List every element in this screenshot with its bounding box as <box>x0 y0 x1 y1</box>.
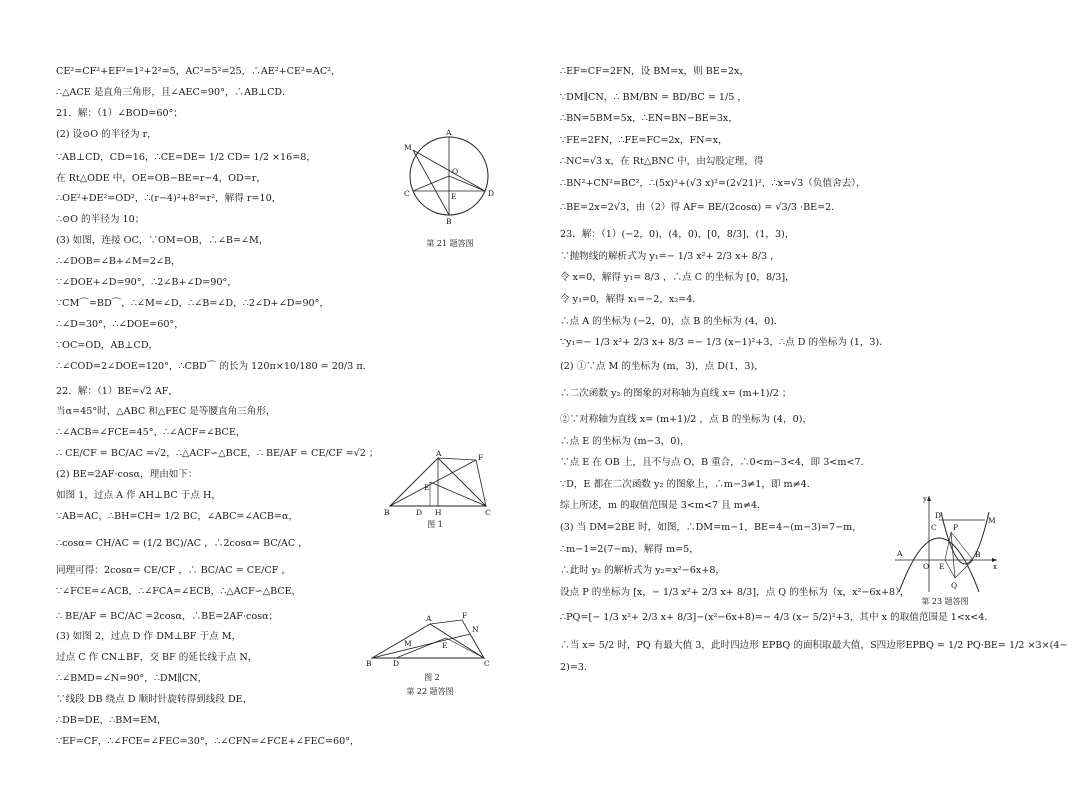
text-line: 在 Rt△ODE 中，OE=OB−BE=r−4，OD=r， <box>56 172 266 184</box>
text-line: (2) ①∵点 M 的坐标为 (m，3)，点 D(1，3)， <box>560 360 764 372</box>
fig23-label-y: y <box>923 495 927 503</box>
fig22-1-label-f: F <box>478 453 484 462</box>
text-line: 综上所述，m 的取值范围是 3<m<7 且 m≠4． <box>560 500 767 512</box>
text-line: CE²=CF²+EF²=1²+2²=5，AC²=5²=25，∴AE²+CE²=AC²， <box>56 66 341 77</box>
text-line: 同理可得：2cosα= CE/CF ，∴ BC/AC = CE/CF ， <box>56 564 291 576</box>
figure-21-circle-diagram <box>400 128 510 238</box>
text-line: 过点 C 作 CN⊥BF，交 BF 的延长线于点 N， <box>56 652 258 664</box>
fig22-2-label-a: A <box>426 614 432 623</box>
text-line: ∴DB=DE，∴BM=EM， <box>56 715 167 726</box>
fig22-1-label-d: D <box>416 508 423 517</box>
text-line: (3) 如图 2，过点 D 作 DM⊥BF 于点 M， <box>56 631 242 643</box>
text-line: ∴△ACE 是直角三角形，且∠AEC=90°，∴AB⊥CD． <box>56 86 292 98</box>
figure-23-caption: 第 23 题答图 <box>921 597 969 606</box>
text-line: 设点 P 的坐标为 [x，− 1/3 x²+ 2/3 x+ 8/3]，点 Q 的坐标为（x，x²−6x+8）， <box>560 586 910 598</box>
text-line: 令 x=0，解得 y₁= 8/3 ，∴点 C 的坐标为 [0，8/3]， <box>560 272 795 284</box>
fig22-1-label-b: B <box>384 508 390 517</box>
text-line: ∵∠FCE=∠ACB，∴∠FCA=∠ECB，∴△ACF∽△BCE， <box>56 585 302 597</box>
text-line: ∵AB=AC，∴BH=CH= 1/2 BC，∠ABC=∠ACB=α， <box>56 510 299 522</box>
text-line: ∴∠DOB=∠B+∠M=2∠B， <box>56 256 181 268</box>
text-line: 22．解：（1）BE=√2 AF， <box>56 385 179 397</box>
fig22-1-label-e: E <box>424 483 430 492</box>
fig21-label-o: O <box>452 167 459 176</box>
fig23-label-a: A <box>897 549 903 558</box>
text-line: ∴当 x= 5/2 时，PQ 有最大值 3，此时四边形 EPBQ 的面积取最大值，S四边形EPBQ = 1/2 PQ·BE= 1/2 ×3×(4− <box>560 640 1068 651</box>
fig21-label-e: E <box>451 192 457 201</box>
text-line: ∵EF=CF，∴∠FCE=∠FEC=30°，∴∠CFN=∠FCE+∠FEC=60°， <box>56 735 360 747</box>
text-line: ∵AB⊥CD，CD=16，∴CE=DE= 1/2 CD= 1/2 ×16=8， <box>56 151 316 163</box>
text-line: 当α=45°时，△ABC 和△FEC 是等腰直角三角形， <box>56 406 276 418</box>
text-line: ∴ BE/AF = BC/AC =2cosα，∴BE=2AF·cosα； <box>56 610 279 622</box>
text-line: (3) 如图，连接 OC，∵OM=OB，∴∠B=∠M， <box>56 235 269 247</box>
fig23-label-b: B <box>975 550 981 559</box>
text-line: ∵FE=2FN，∴FE=FC=2x，FN=x， <box>560 134 728 146</box>
text-line: ∴点 A 的坐标为 (−2，0)，点 B 的坐标为 (4，0)． <box>560 315 784 327</box>
figure-22-caption: 第 22 题答图 <box>406 687 454 696</box>
text-line: 令 y₁=0，解得 x₁=−2，x₂=4． <box>560 294 702 305</box>
text-line: ∴cosα= CH/AC = (1/2 BC)/AC ，∴2cosα= BC/AC ， <box>56 537 308 549</box>
fig22-2-label-e: E <box>442 641 448 650</box>
text-line: 如图 1，过点 A 作 AH⊥BC 于点 H， <box>56 490 221 501</box>
fig22-2-label-m: M <box>404 639 412 648</box>
text-line: 21．解：（1）∠BOD=60°； <box>56 107 183 119</box>
text-line: ∴此时 y₂ 的解析式为 y₂=x²−6x+8， <box>560 565 726 577</box>
text-line: ∵CM⌒=BD⌒，∴∠M=∠D，∴∠B=∠D，∴2∠D+∠D=90°， <box>56 297 330 309</box>
fig23-label-p: P <box>953 523 959 532</box>
fig21-label-a: A <box>446 128 452 137</box>
text-line: ∴BN²+CN²=BC²，∴(5x)²+(√3 x)²=(2√21)²，∴x=√3（负值舍去）， <box>560 178 866 189</box>
fig23-label-d: D <box>935 511 942 520</box>
fig23-label-c: C <box>931 523 937 532</box>
text-line: ∵点 E 在 OB 上，且不与点 O，B 重合，∴0<m−3<4，即 3<m<7． <box>560 457 871 469</box>
fig22-1-label-c: C <box>485 508 491 517</box>
figure-21-caption: 第 21 题答图 <box>426 239 474 248</box>
text-line: ∵抛物线的解析式为 y₁=− 1/3 x²+ 2/3 x+ 8/3 ， <box>560 250 780 262</box>
fig23-label-o: O <box>923 562 930 571</box>
figure-22-1-caption: 图 1 <box>427 520 443 529</box>
text-line: ∴EF=CF=2FN，设 BM=x，则 BE=2x， <box>560 66 749 77</box>
text-line: ∵D，E 都在二次函数 y₂ 的图象上，∴m−3≠1，即 m≠4． <box>560 478 817 490</box>
text-line: (2) BE=2AF·cosα，理由如下： <box>56 469 198 481</box>
text-line: ∵OC=OD，AB⊥CD， <box>56 339 159 351</box>
text-line: ∵∠DOE+∠D=90°，∴2∠B+∠D=90°， <box>56 277 237 288</box>
text-line: ∴NC=√3 x，在 Rt△BNC 中，由勾股定理，得 <box>560 156 764 168</box>
text-line: ∵y₁=− 1/3 x²+ 2/3 x+ 8/3 =− 1/3 (x−1)²+3，∴点 D 的坐标为 (1，3)． <box>560 337 889 349</box>
text-line: ∴∠ACB=∠FCE=45°，∴∠ACF=∠BCE， <box>56 427 246 439</box>
fig22-2-label-b: B <box>366 659 372 668</box>
fig23-label-q: Q <box>951 581 958 590</box>
fig21-label-b: B <box>446 217 452 226</box>
figure-22-2-caption: 图 2 <box>424 673 440 682</box>
text-line: ∴⊙O 的半径为 10； <box>56 214 145 226</box>
figure-22-2-triangle-diagram <box>366 608 496 668</box>
fig21-label-c: C <box>404 189 410 198</box>
fig23-label-x: x <box>993 563 997 571</box>
text-line: ∴PQ=[− 1/3 x²+ 2/3 x+ 8/3]−(x²−6x+8)=− 4/3 (x− 5/2)²+3，其中 x 的取值范围是 1<x<4． <box>560 612 994 624</box>
fig23-label-m: M <box>988 516 996 525</box>
text-line: ∴点 E 的坐标为 (m−3，0)， <box>560 435 690 447</box>
text-line: ∴m−1=2(7−m)，解得 m=5， <box>560 543 699 555</box>
text-line: ∴∠BMD=∠N=90°，∴DM∥CN， <box>56 673 208 685</box>
fig22-1-label-a: A <box>436 449 442 458</box>
text-line: ∴∠COD=2∠DOE=120°，∴CBD⌒ 的长为 120π×10/180 = 20/3 π． <box>56 360 373 372</box>
fig23-label-e: E <box>939 562 945 571</box>
text-line: ②∵对称轴为直线 x= (m+1)/2 ，点 B 的坐标为 (4，0)， <box>560 414 813 425</box>
text-line: ∵DM∥CN，∴ BM/BN = BD/BC = 1/5 ， <box>560 91 747 103</box>
fig22-1-label-h: H <box>435 508 442 517</box>
text-line: ∴OE²+DE²=OD²，∴(r−4)²+8²=r²，解得 r=10， <box>56 193 282 205</box>
text-line: ∴BE=2x=2√3，由（2）得 AF= BE/(2cosα) = √3/3 ·BE=2． <box>560 201 841 213</box>
fig21-label-m: M <box>404 143 412 152</box>
text-line: (3) 当 DM=2BE 时，如图，∴DM=m−1，BE=4−(m−3)=7−m， <box>560 522 862 533</box>
fig22-2-label-c: C <box>484 659 490 668</box>
fig22-2-label-f: F <box>462 611 468 620</box>
figure-23-parabola-graph <box>893 494 1003 594</box>
fig22-2-label-n: N <box>472 625 479 634</box>
text-line: ∵线段 DB 绕点 D 顺时针旋转得到线段 DE， <box>56 694 253 706</box>
text-line: 2)=3． <box>560 661 594 673</box>
text-line: 23．解：（1）(−2，0)，(4，0)，[0，8/3]，(1，3)， <box>560 229 795 241</box>
figure-22-1-triangle-diagram <box>382 448 492 518</box>
text-line: ∴BN=5BM=5x，∴EN=BN−BE=3x， <box>560 113 738 125</box>
text-line: ∴∠D=30°，∴∠DOE=60°， <box>56 318 184 330</box>
text-line: ∴ CE/CF = BC/AC =√2，∴△ACF∽△BCE，∴ BE/AF = CE/CF =√2 ； <box>56 448 379 460</box>
text-line: (2) 设⊙O 的半径为 r， <box>56 128 157 140</box>
fig21-label-d: D <box>488 189 495 198</box>
text-line: ∴二次函数 y₂ 的图象的对称轴为直线 x= (m+1)/2 ； <box>560 388 792 400</box>
fig22-2-label-d: D <box>393 659 400 668</box>
